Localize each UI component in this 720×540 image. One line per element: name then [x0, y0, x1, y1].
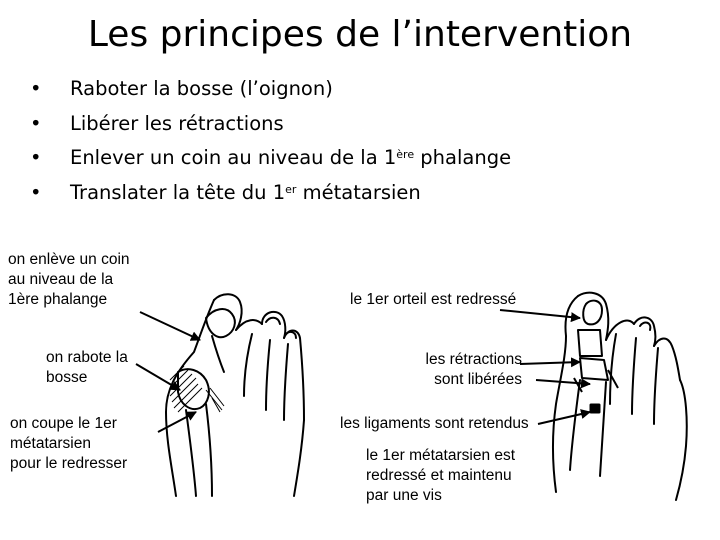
label-cut-metatarsal: on coupe le 1er métatarsien pour le redresser: [10, 415, 128, 472]
slide-title: Les principes de l’intervention: [87, 14, 633, 55]
label-shave-bunion: on rabote la bosse: [46, 349, 128, 386]
bullet-item: • Translater la tête du 1er métatarsien: [28, 176, 511, 211]
screw-and-marks: [574, 370, 618, 413]
label-remove-wedge: on enlève un coin au niveau de la 1ère phalange: [8, 251, 130, 308]
label-ligaments-tightened: les ligaments sont retendus: [340, 415, 529, 432]
label-toe-straightened: le 1er orteil est redressé: [350, 291, 517, 308]
bullet-item: • Libérer les rétractions: [28, 107, 511, 142]
label-metatarsal-screw: le 1er métatarsien est redressé et maintenu par une vis: [366, 447, 516, 504]
bullet-item: • Enlever un coin au niveau de la 1ère phalange: [28, 141, 511, 176]
foot-after-drawing: [553, 293, 687, 500]
label-retractions-released: les rétractions sont libérées: [425, 351, 522, 388]
bullet-item: • Raboter la bosse (l’oignon): [28, 72, 511, 107]
